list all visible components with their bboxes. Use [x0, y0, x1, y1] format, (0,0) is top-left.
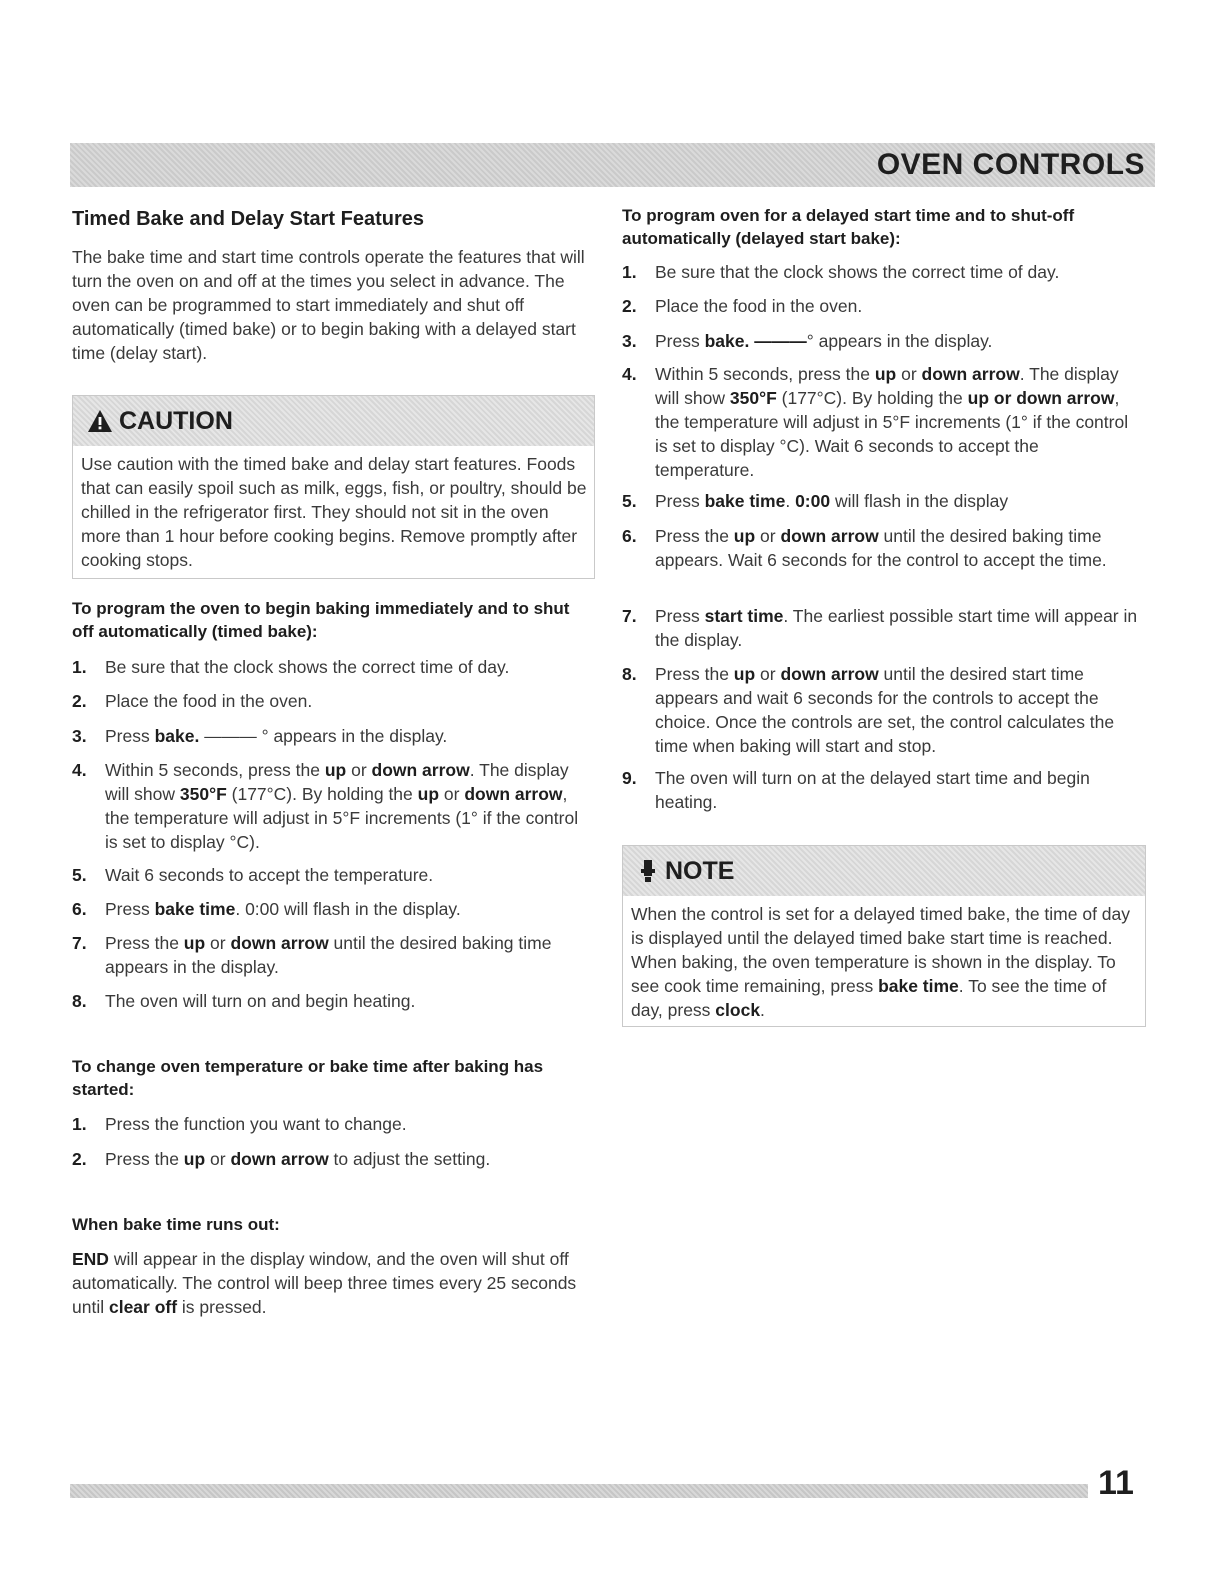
list-item: 1. Be sure that the clock shows the correct time of day.	[622, 262, 1060, 282]
list-item: 6. Press the up or down arrow until the desired baking time appears. Wait 6 seconds for the control to accept the time.	[622, 526, 1107, 570]
note-icon	[637, 859, 659, 883]
caution-box	[72, 395, 595, 579]
page-number: 11	[1098, 1464, 1134, 1502]
caution-label: CAUTION	[119, 407, 233, 435]
list-item: 4. Within 5 seconds, press the up or down arrow. The display will show 350°F (177°C). By holding the up or down arrow, the temperature will adjust in 5°F increments (1° if the control is set to display °C).	[72, 760, 579, 852]
list-item: 1. Press the function you want to change.	[72, 1114, 407, 1134]
section-title: Timed Bake and Delay Start Features	[72, 208, 424, 230]
list-item: 8. Press the up or down arrow until the desired start time appears and wait 6 seconds for the controls to accept the choice. Once the controls are set, the control calculates the time when baking will start and stop.	[622, 664, 1115, 756]
note-box	[622, 845, 1146, 1027]
list-item: 1. Be sure that the clock shows the correct time of day.	[72, 657, 510, 677]
note-label-wrap	[637, 854, 734, 888]
note-box-header	[623, 846, 1145, 896]
runs-out-paragraph: END will appear in the display window, and the oven will shut off automatically. The control will beep three times every 25 seconds until clear off is pressed.	[72, 1249, 577, 1317]
list-item: 9. The oven will turn on at the delayed start time and begin heating.	[622, 768, 1090, 812]
list-item: 7. Press the up or down arrow until the desired baking time appears in the display.	[72, 933, 552, 977]
list-item: 5. Wait 6 seconds to accept the temperature.	[72, 865, 434, 885]
delayed-start-heading: To program oven for a delayed start time and to shut-off automatically (delayed start bake):	[622, 206, 1075, 248]
list-item: 8. The oven will turn on and begin heating.	[72, 991, 416, 1011]
list-item: 3. Press bake. ——— ° appears in the display.	[72, 726, 448, 746]
page-title: OVEN CONTROLS	[876, 148, 1145, 181]
note-label: NOTE	[665, 857, 735, 885]
warning-triangle-icon	[87, 409, 113, 433]
list-item: 3. Press bake. ———° appears in the display.	[622, 331, 993, 351]
note-text: When the control is set for a delayed timed bake, the time of day is displayed until the delayed timed bake start time is reached. When baking, the oven temperature is shown in the display. To see cook time remaining, press bake time. To see the time of day, press clock.	[631, 904, 1131, 1020]
list-item: 6. Press bake time. 0:00 will flash in the display.	[72, 899, 461, 919]
header-bar	[70, 143, 1155, 187]
list-item: 5. Press bake time. 0:00 will flash in the display	[622, 491, 1009, 511]
timed-bake-heading: To program the oven to begin baking immediately and to shut off automatically (timed bake):	[72, 599, 570, 641]
caution-box-header	[73, 396, 594, 446]
list-item: 7. Press start time. The earliest possible start time will appear in the display.	[622, 606, 1138, 650]
runs-out-heading: When bake time runs out:	[72, 1215, 280, 1234]
caution-label-wrap	[87, 404, 233, 438]
caution-text: Use caution with the timed bake and delay start features. Foods that can easily spoil such as milk, eggs, fish, or poultry, should be chilled in the refrigerator first. They should not sit in the oven more than 1 hour before cooking begins. Remove promptly after cooking stops.	[81, 454, 587, 570]
list-item: 2. Place the food in the oven.	[72, 691, 313, 711]
list-item: 2. Place the food in the oven.	[622, 296, 863, 316]
list-item: 2. Press the up or down arrow to adjust the setting.	[72, 1149, 491, 1169]
list-item: 4. Within 5 seconds, press the up or down arrow. The display will show 350°F (177°C). By holding the up or down arrow, the temperature will adjust in 5°F increments (1° if the control is set to display °C). Wait 6 seconds to accept the temperature.	[622, 364, 1129, 480]
footer-bar	[70, 1484, 1088, 1498]
intro-paragraph: The bake time and start time controls operate the features that will turn the oven on and off at the times you select in advance. The oven can be programmed to start immediately and shut off automatically (timed bake) or to begin baking with a delayed start time (delay start).	[72, 247, 585, 363]
change-heading: To change oven temperature or bake time after baking has started:	[72, 1057, 544, 1099]
